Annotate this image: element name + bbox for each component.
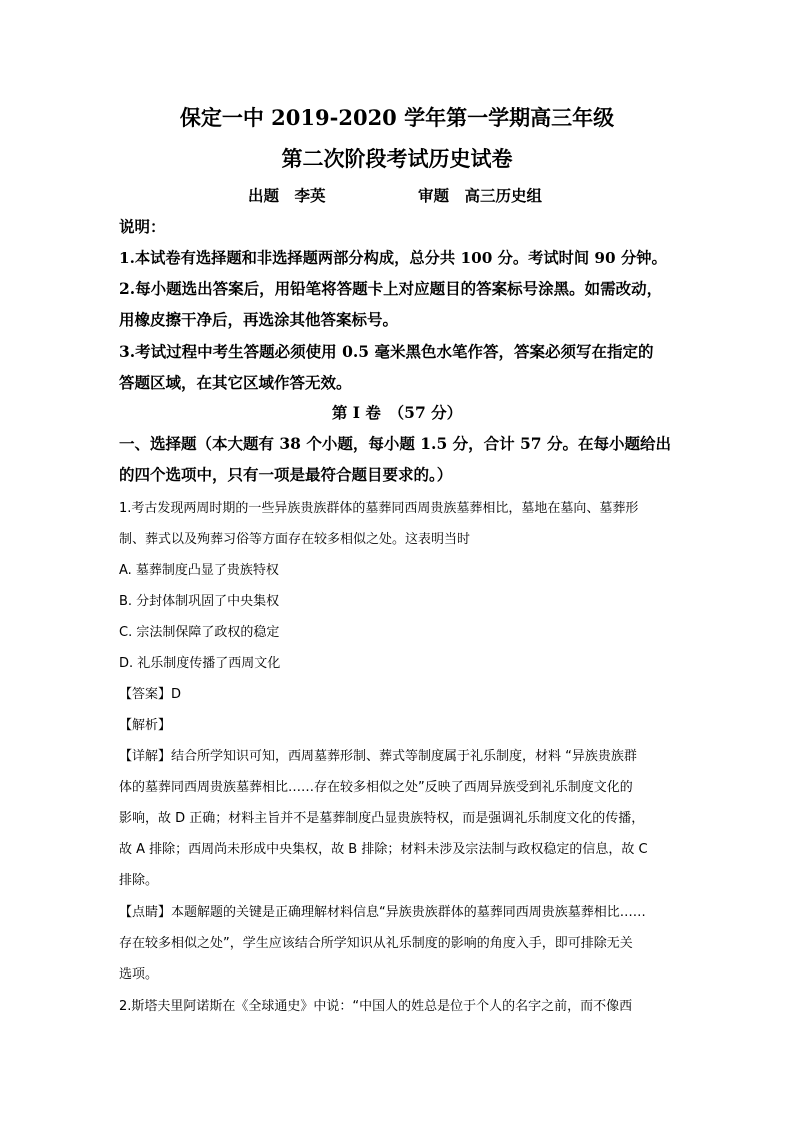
instruction-line: 1.本试卷有选择题和非选择题两部分构成，总分共 100 分。考试时间 90 分钟。 — [119, 249, 667, 267]
answer-line: 【答案】D — [119, 687, 182, 702]
instruction-line: 2.每小题选出答案后，用铅笔将答题卡上对应题目的答案标号涂黑。如需改动， — [119, 279, 663, 298]
question-stem-line: 2.斯塔夫里阿诺斯在《全球通史》中说：“中国人的姓总是位于个人的名字之前，而不像西 — [119, 999, 633, 1014]
instruction-line: 用橡皮擦干净后，再选涂其他答案标号。 — [119, 310, 399, 329]
detail-line: 故 A 排除；西周尚未形成中央集权，故 B 排除；材料未涉及宗法制与政权稳定的信息，故 C — [119, 842, 648, 857]
option-a: A. 墓葬制度凸显了贵族特权 — [119, 563, 279, 578]
option-b: B. 分封体制巩固了中央集权 — [119, 594, 280, 609]
section-title: 第 I 卷 （57 分） — [331, 403, 463, 422]
instruction-line: 答题区域，在其它区域作答无效。 — [119, 373, 352, 392]
option-d: D. 礼乐制度传播了西周文化 — [119, 656, 281, 671]
detail-line: 【详解】结合所学知识可知，西周墓葬形制、葬式等制度属于礼乐制度，材料 “异族贵族群 — [119, 749, 637, 764]
section-intro-line: 一、选择题（本大题有 38 个小题，每小题 1.5 分，合计 57 分。在每小题给出 — [119, 434, 671, 453]
question-stem-line: 制、葬式以及殉葬习俗等方面存在较多相似之处。这表明当时 — [119, 532, 471, 547]
exam-subtitle: 第二次阶段考试历史试卷 — [281, 146, 513, 171]
option-c: C. 宗法制保障了政权的稳定 — [119, 625, 280, 640]
comment-line: 【点睛】本题解题的关键是正确理解材料信息“异族贵族群体的墓葬同西周贵族墓葬相比…… — [119, 905, 646, 920]
reviewer-credit: 审题 高三历史组 — [418, 186, 543, 205]
author-credit: 出题 李英 — [248, 186, 326, 205]
exam-title: 保定一中 2019-2020 学年第一学期高三年级 — [179, 105, 615, 130]
analysis-label: 【解析】 — [119, 718, 172, 733]
section-intro-line: 的四个选项中，只有一项是最符合题目要求的。） — [119, 465, 453, 484]
comment-line: 选项。 — [119, 967, 159, 982]
detail-line: 体的墓葬同西周贵族墓葬相比……存在较多相似之处”反映了西周异族受到礼乐制度文化的 — [119, 780, 633, 795]
instructions-label: 说明： — [119, 217, 166, 236]
detail-line: 影响，故 D 正确；材料主旨并不是墓葬制度凸显贵族特权，而是强调礼乐制度文化的传播， — [119, 811, 645, 826]
question-stem-line: 1.考古发现两周时期的一些异族贵族群体的墓葬同西周贵族墓葬相比，墓地在墓向、墓葬形 — [119, 501, 639, 516]
instruction-line: 3.考试过程中考生答题必须使用 0.5 毫米黑色水笔作答，答案必须写在指定的 — [119, 342, 654, 361]
detail-line: 排除。 — [119, 873, 159, 888]
comment-line: 存在较多相似之处”，学生应该结合所学知识从礼乐制度的影响的角度入手，即可排除无关 — [119, 936, 633, 951]
